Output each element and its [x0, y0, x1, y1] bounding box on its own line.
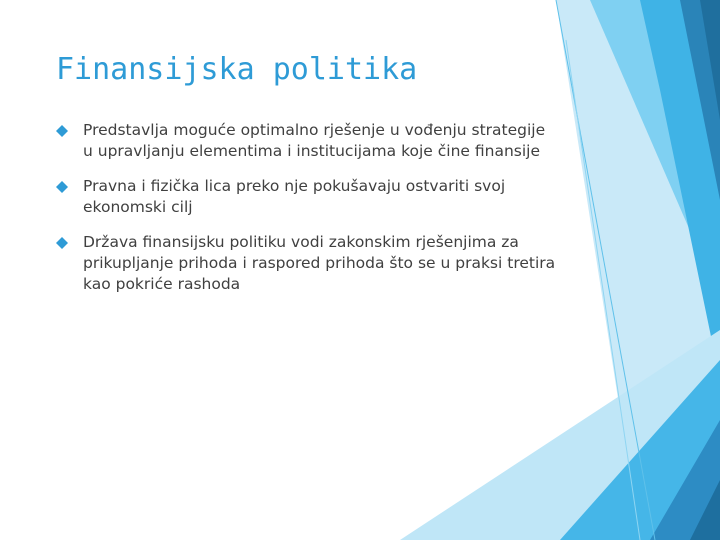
bullet-item — [56, 232, 556, 295]
bullet-item — [56, 120, 556, 162]
diamond-bullet-icon — [56, 237, 68, 249]
bullet-list — [56, 120, 556, 309]
diamond-bullet-icon — [56, 125, 68, 137]
bullet-text: Država finansijsku politiku vodi zakonskim rješenjima za prikupljanje prihoda i raspored prihoda što se u praksi tretira kao pokriće rashoda — [83, 233, 556, 293]
slide-title: Finansijska politika — [56, 52, 418, 87]
bullet-text: Predstavlja moguće optimalno rješenje u vođenju strategije u upravljanju elementima i institucijama koje čine finansije — [83, 121, 546, 160]
diamond-bullet-icon — [56, 181, 68, 193]
bullet-text: Pravna i fizička lica preko nje pokušavaju ostvariti svoj ekonomski cilj — [83, 177, 506, 216]
bullet-item — [56, 176, 556, 218]
